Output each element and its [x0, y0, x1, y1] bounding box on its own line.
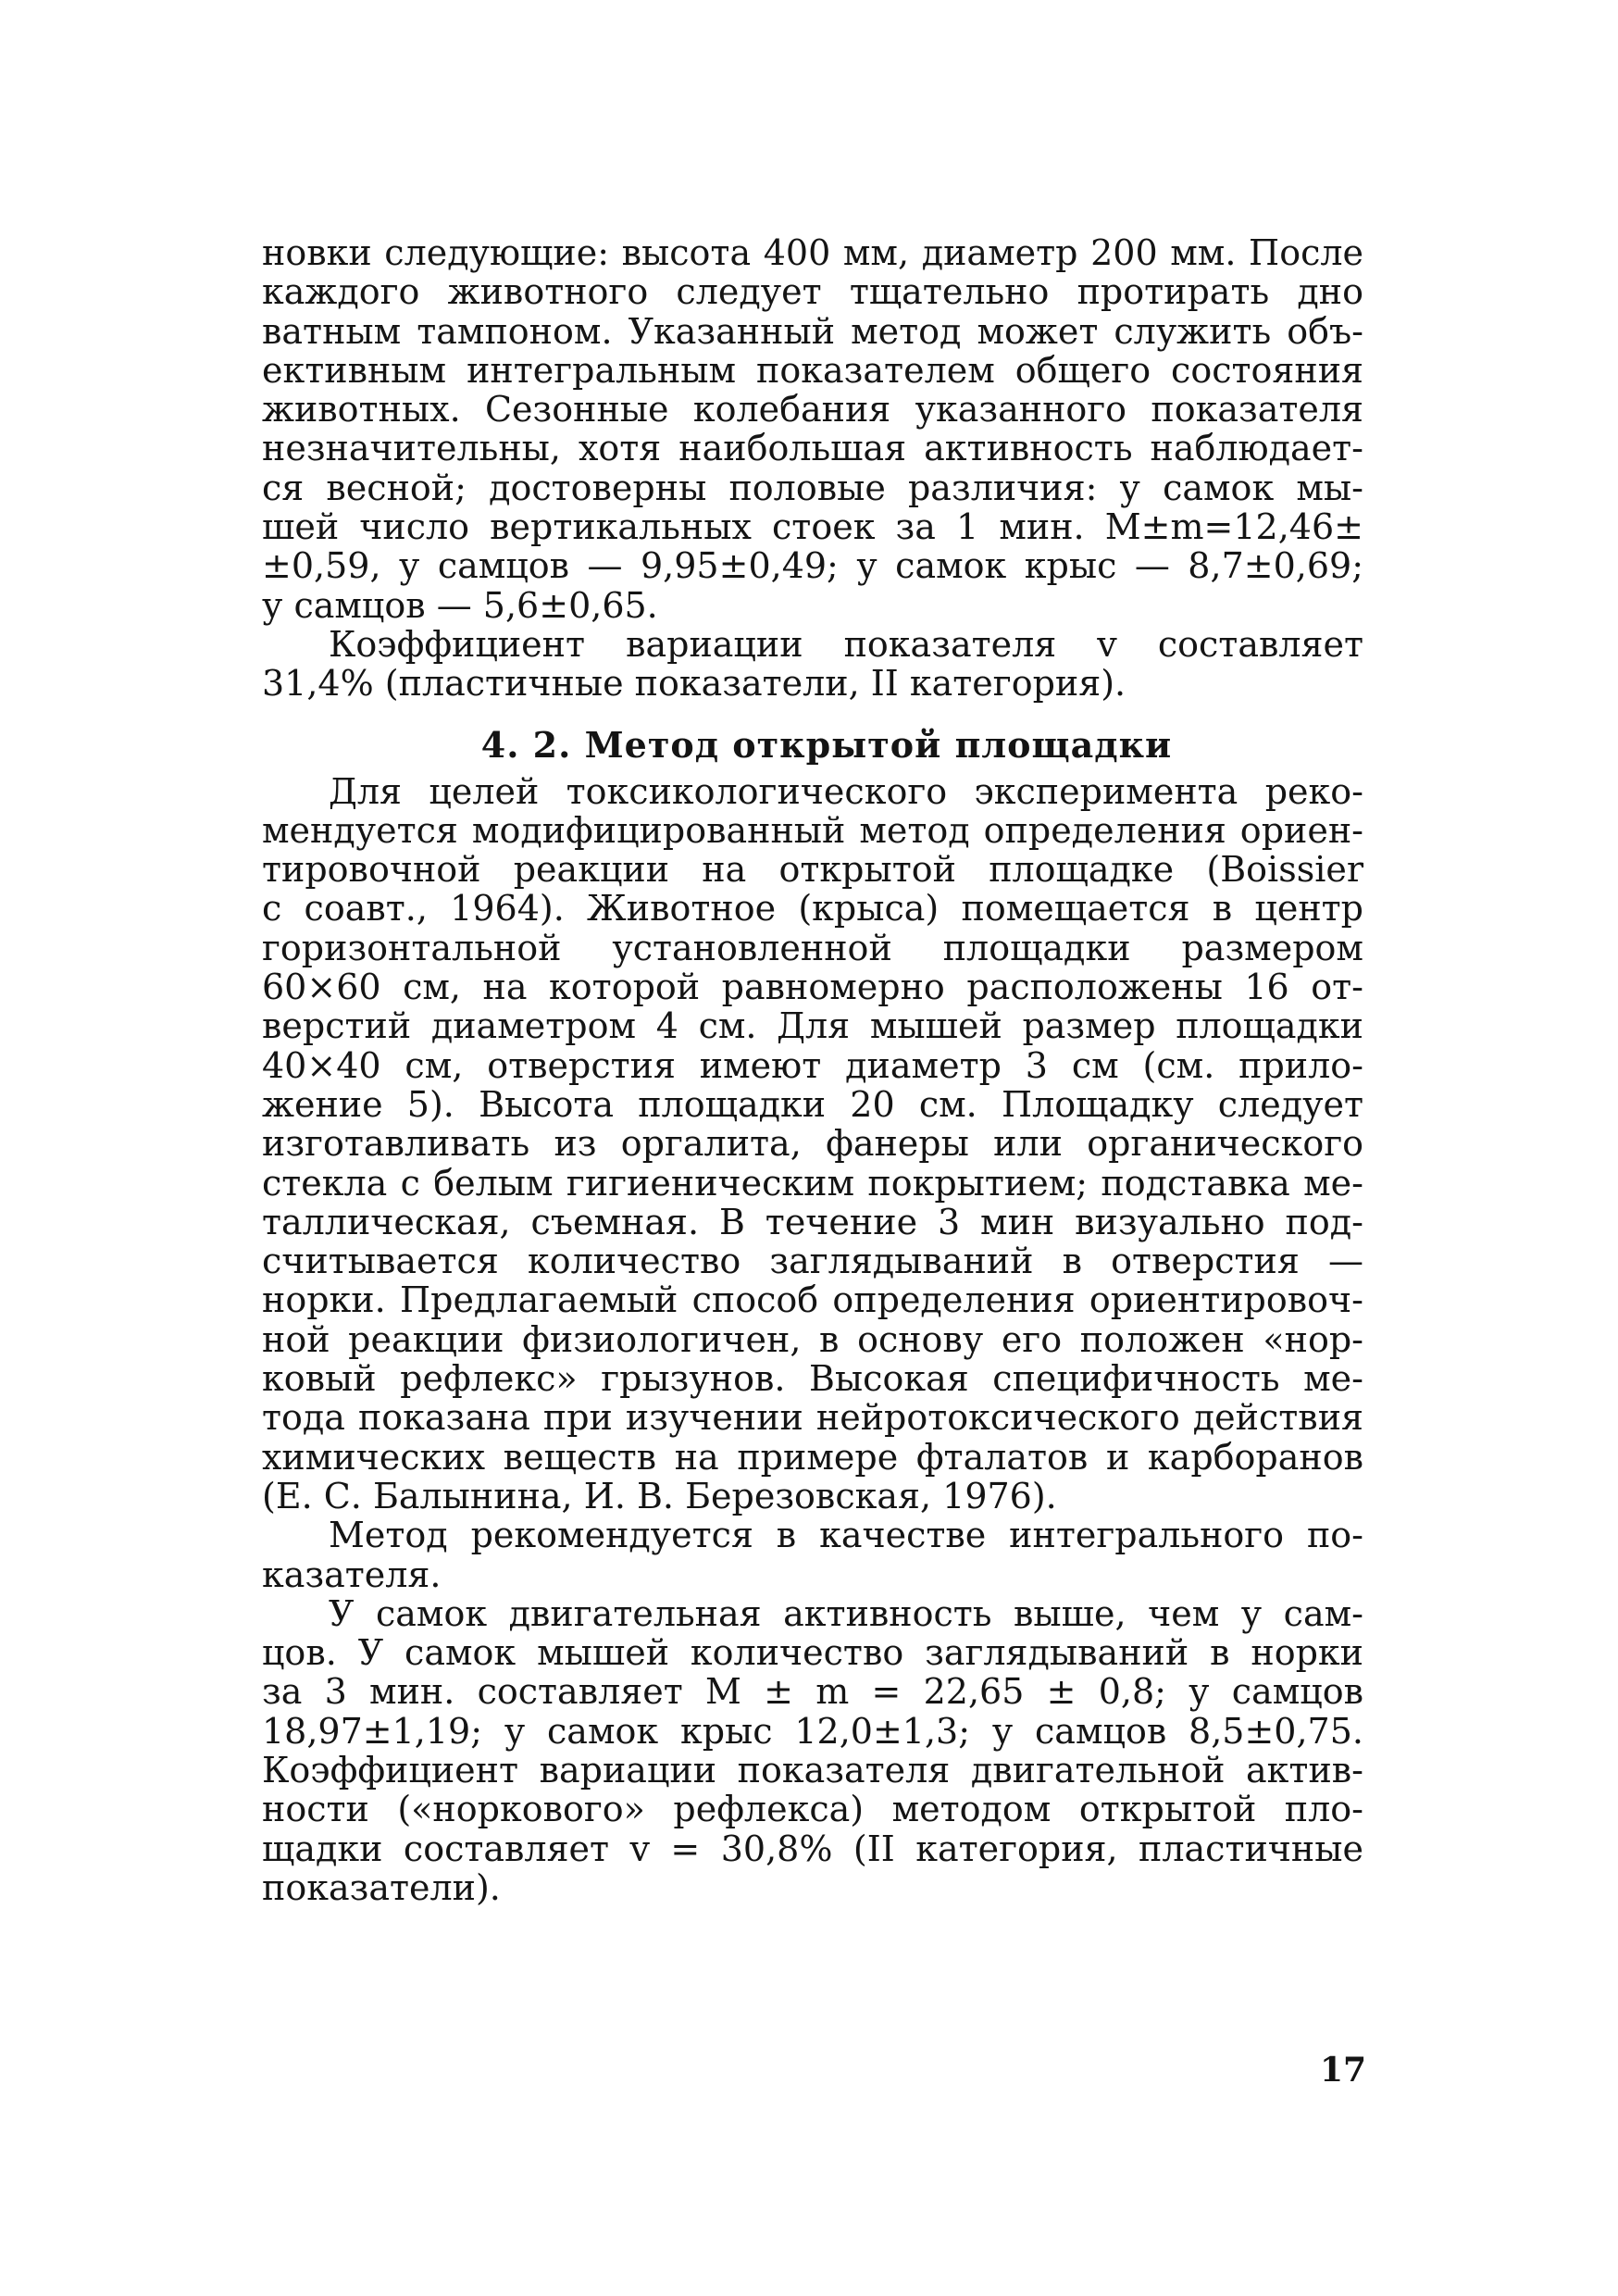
- text-line: считывается количество заглядываний в отверстия —: [262, 1241, 1363, 1282]
- text-line: Коэффициент вариации показателя двигательной актив-: [262, 1749, 1363, 1791]
- text-line: Метод рекомендуется в качестве интегрального по-: [329, 1515, 1363, 1556]
- text-line: ективным интегральным показателем общего состояния: [262, 349, 1363, 391]
- paragraph-2: [262, 625, 1363, 704]
- paragraph-3: [262, 772, 1363, 1516]
- text-line: таллическая, съемная. В течение 3 мин визуально под-: [262, 1201, 1363, 1242]
- text-line: щадки составляет v = 30,8% (II категория, пластичные: [262, 1828, 1363, 1869]
- heading-spacer: [262, 704, 1363, 724]
- text-line: химических веществ на примере фталатов и карборанов: [262, 1436, 1363, 1478]
- text-line: Для целей токсикологического эксперимента реко-: [329, 770, 1363, 812]
- section-heading: 4. 2. Метод открытой площадки: [480, 723, 1173, 766]
- text-line: показатели).: [262, 1866, 501, 1908]
- text-line: казателя.: [262, 1554, 442, 1595]
- text-line: тировочной реакции на открытой площадке (Boissier: [262, 849, 1363, 891]
- text-line: изготавливать из оргалита, фанеры или органического: [262, 1123, 1363, 1165]
- text-line: каждого животного следует тщательно протирать дно: [262, 271, 1363, 313]
- text-line: 40×40 см, отверстия имеют диаметр 3 см (см. прило-: [262, 1044, 1363, 1086]
- text-line: стекла с белым гигиеническим покрытием; подставка ме-: [262, 1162, 1363, 1204]
- text-line: незначительны, хотя наибольшая активность наблюдает-: [262, 428, 1363, 469]
- body-text: [262, 233, 1363, 1907]
- text-line: ной реакции физиологичен, в основу его положен «нор-: [262, 1318, 1363, 1360]
- text-line: У самок двигательная активность выше, чем у сам-: [329, 1592, 1363, 1634]
- text-line: 18,97±1,19; у самок крыс 12,0±1,3; у самцов 8,5±0,75.: [262, 1710, 1363, 1752]
- text-line: Коэффициент вариации показателя v составляет: [329, 623, 1363, 665]
- page-number: 17: [1320, 2051, 1367, 2090]
- paragraph-5: [262, 1594, 1363, 1907]
- text-line: цов. У самок мышей количество заглядываний в норки: [262, 1632, 1363, 1674]
- text-line: жение 5). Высота площадки 20 см. Площадку следует: [262, 1083, 1363, 1125]
- paragraph-4: [262, 1516, 1363, 1594]
- text-line: верстий диаметром 4 см. Для мышей размер площадки: [262, 1005, 1363, 1047]
- text-line: тода показана при изучении нейротоксического действия: [262, 1397, 1363, 1439]
- text-line: с соавт., 1964). Животное (крыса) помещается в центр: [262, 888, 1363, 930]
- text-line: ковый рефлекс» грызунов. Высокая специфичность ме-: [262, 1358, 1363, 1400]
- text-line: норки. Предлагаемый способ определения ориентировоч-: [262, 1279, 1363, 1321]
- text-line: новки следующие: высота 400 мм, диаметр 200 мм. После: [262, 232, 1363, 273]
- text-line: шей число вертикальных стоек за 1 мин. M±m=12,46±: [262, 506, 1363, 548]
- text-line: за 3 мин. составляет M ± m = 22,65 ± 0,8; у самцов: [262, 1671, 1363, 1713]
- text-line: мендуется модифицированный метод определения ориен-: [262, 809, 1363, 851]
- text-line: 60×60 см, на которой равномерно расположены 16 от-: [262, 967, 1363, 1008]
- text-line: ±0,59, у самцов — 9,95±0,49; у самок крыс — 8,7±0,69;: [262, 545, 1363, 587]
- text-line: ности («норкового» рефлекса) методом открытой пло-: [262, 1789, 1363, 1830]
- text-line: животных. Сезонные колебания указанного показателя: [262, 389, 1363, 430]
- text-line: (Е. С. Балынина, И. В. Березовская, 1976).: [262, 1475, 1057, 1516]
- text-line: у самцов — 5,6±0,65.: [262, 584, 658, 626]
- text-line: ся весной; достоверны половые различия: у самок мы-: [262, 467, 1363, 508]
- text-line: горизонтальной установленной площадки размером: [262, 927, 1363, 968]
- text-line: 31,4% (пластичные показатели, II категория).: [262, 663, 1126, 705]
- paragraph-1: [262, 233, 1363, 625]
- text-line: ватным тампоном. Указанный метод может служить объ-: [262, 310, 1363, 352]
